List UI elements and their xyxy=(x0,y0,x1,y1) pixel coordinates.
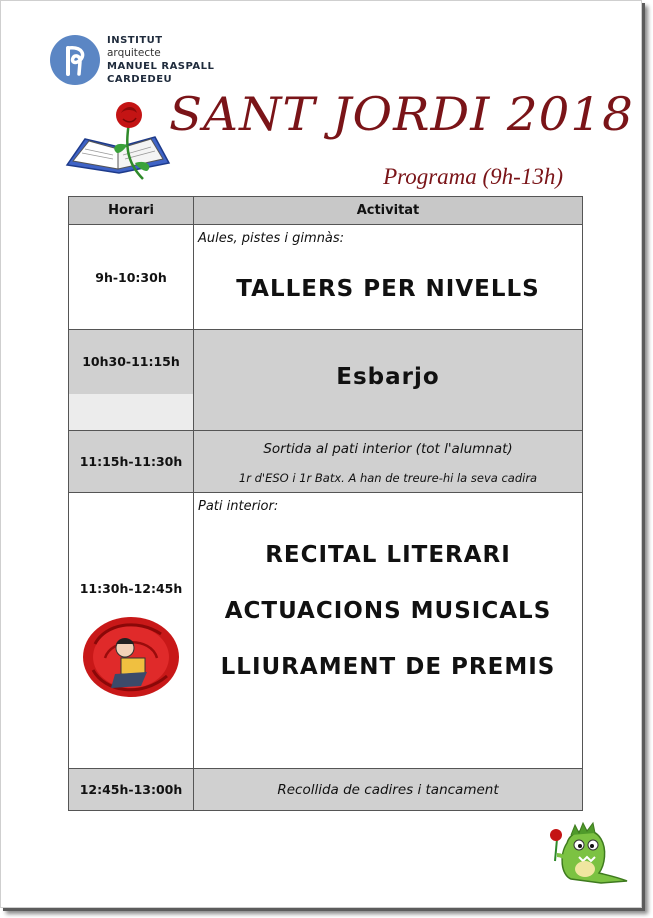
header-horari: Horari xyxy=(69,197,194,225)
schedule-table xyxy=(68,196,583,811)
dragon-rose-icon xyxy=(541,815,629,885)
row-activity xyxy=(194,225,583,330)
row-place: Pati interior: xyxy=(198,499,279,514)
activity-title: ACTUACIONS MUSICALS xyxy=(224,598,552,624)
table-row xyxy=(69,225,583,330)
school-line-1: INSTITUT xyxy=(107,35,163,46)
row-time xyxy=(69,330,194,431)
school-line-3: MANUEL RASPALL xyxy=(107,61,215,72)
activity-title: TALLERS PER NIVELLS xyxy=(236,276,540,302)
row-time: 11:15h-11:30h xyxy=(69,431,194,493)
time-cell-lower xyxy=(69,394,193,430)
header-activitat: Activitat xyxy=(194,197,583,225)
row-time xyxy=(69,493,194,769)
program-subtitle: Programa (9h-13h) xyxy=(383,164,563,189)
activity-title: Esbarjo xyxy=(336,364,440,390)
row-place: Aules, pistes i gimnàs: xyxy=(198,231,345,246)
event-title: SANT JORDI 2018 xyxy=(169,87,634,141)
table-row xyxy=(69,431,583,493)
school-name xyxy=(107,34,214,86)
table-header-row xyxy=(69,197,583,225)
time-label: 10h30-11:15h xyxy=(69,330,193,394)
row-activity xyxy=(194,769,583,811)
rose-book-icon xyxy=(63,99,173,183)
row-line: 1r d'ESO i 1r Batx. A han de treure-hi la seva cadira xyxy=(238,470,538,485)
rose-reader-icon xyxy=(81,614,181,699)
table-row xyxy=(69,330,583,431)
row-time: 12:45h-13:00h xyxy=(69,769,194,811)
row-activity xyxy=(194,330,583,431)
activity-title: RECITAL LITERARI xyxy=(265,542,511,568)
row-time: 9h-10:30h xyxy=(69,225,194,330)
school-logo-icon xyxy=(49,34,101,86)
school-line-4: CARDEDEU xyxy=(107,74,173,85)
row-line: Recollida de cadires i tancament xyxy=(277,781,499,798)
row-activity xyxy=(194,431,583,493)
activity-title: LLIURAMENT DE PREMIS xyxy=(220,654,556,680)
school-line-2: arquitecte xyxy=(107,47,161,59)
time-label: 11:30h-12:45h xyxy=(79,581,183,596)
row-activity xyxy=(194,493,583,769)
row-line: Sortida al pati interior (tot l'alumnat) xyxy=(263,440,513,457)
table-row xyxy=(69,493,583,769)
table-row xyxy=(69,769,583,811)
